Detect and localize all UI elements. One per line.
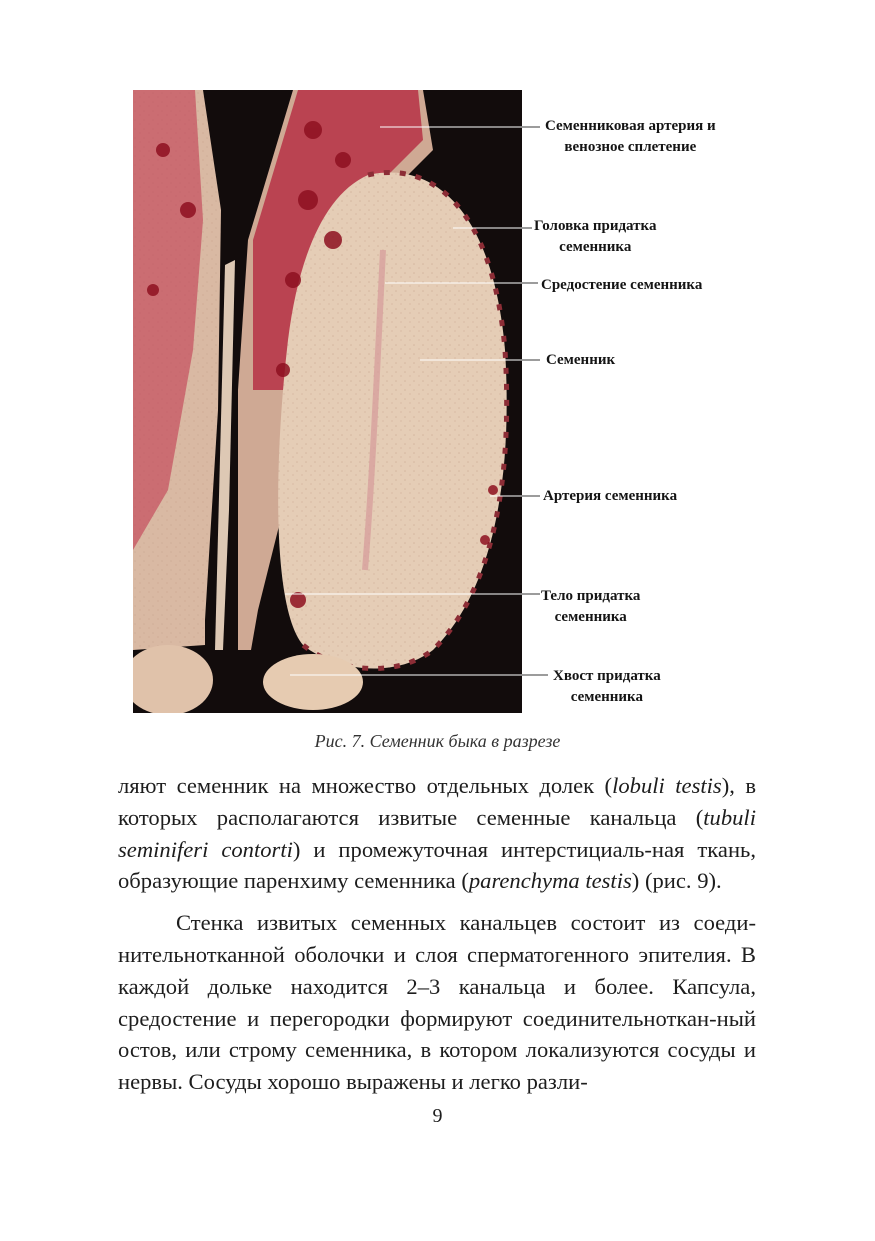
label-testis bbox=[546, 350, 615, 371]
paragraph-1 bbox=[118, 770, 756, 897]
label-epididymis-tail bbox=[553, 666, 661, 708]
label-mediastinum-testis bbox=[541, 275, 702, 296]
latin-term: lobuli testis bbox=[612, 773, 722, 798]
label-line: Хвост придатка bbox=[553, 668, 661, 684]
paragraph-2: Стенка извитых семенных канальцев состоит из соеди-нительнотканной оболочки и слоя сперматогенного эпителия. В каждой дольке находится 2–3 канальца и более. Капсула, средостение и перегородки формируют соединительноткан-ный остов, или строму семенника, в котором локализуются сосуды и нервы. Сосуды хорошо выражены и легко разли- bbox=[118, 910, 756, 1095]
label-line: семенника bbox=[554, 609, 627, 625]
label-line: Средостение семенника bbox=[541, 277, 703, 293]
label-line: Головка придатка bbox=[534, 218, 657, 234]
label-line: Тело придатка bbox=[541, 588, 641, 604]
label-testis-artery bbox=[543, 486, 677, 507]
label-testicular-artery-venous-plexus bbox=[545, 116, 716, 158]
label-line: Семенник bbox=[546, 352, 616, 368]
text-run: ляют семенник на множество отдельных долек ( bbox=[118, 773, 613, 798]
latin-term: parenchyma testis bbox=[468, 868, 632, 894]
text-run: ) и промежуточная интерстициаль-ная ткань, образующие паренхиму семенника ( bbox=[118, 836, 756, 894]
figure-caption: Рис. 7. Семенник быка в разрезе bbox=[314, 731, 561, 751]
label-line: семенника bbox=[559, 239, 632, 255]
label-line: Семенниковая артерия и bbox=[545, 118, 716, 134]
label-epididymis-head bbox=[534, 216, 656, 258]
page-number: 9 bbox=[432, 1105, 443, 1127]
label-line: семенника bbox=[570, 689, 643, 705]
text-run: ) (рис. 9). bbox=[631, 868, 722, 894]
label-line: Артерия семенника bbox=[543, 488, 678, 504]
label-epididymis-body bbox=[541, 586, 640, 628]
text-run: ), в которых располагаются извитые семенные канальца ( bbox=[118, 773, 756, 830]
label-line: венозное сплетение bbox=[564, 139, 697, 155]
latin-term: tubuli seminiferi contorti bbox=[118, 804, 756, 862]
body-text bbox=[118, 770, 756, 1098]
